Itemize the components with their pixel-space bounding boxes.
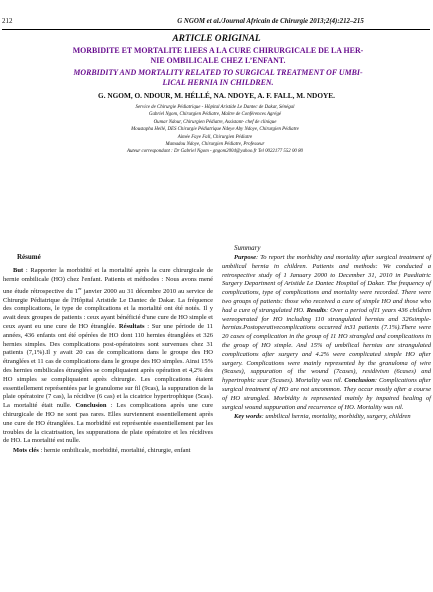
affiliations bbox=[70, 104, 360, 156]
affiliation-line: Mamadou Ndoye, Chirurgien Pédiatre, Professeur bbox=[165, 142, 265, 148]
summary-purpose-text: : To report the morbidity and mortality after surgical treatment of umbilical hernia in children. Patients and methods: We conducted a retrospective study of 1 January 2000 to December 31, 2010 in Paediatric Surgery Department of Aristide Le Dantec Hospital of Dakar. The frequency of complications, type of complications and mortality were recorded. There were two groups of patients: those who received a cure of simple HO and those who had a cure of strangulated HO. bbox=[222, 254, 431, 314]
resume-but-superscript: er bbox=[78, 285, 82, 291]
resume-conclusion-text: : Les complications après une cure chirurgicale de HO ne sont pas rares. Elles surviennent essentiellement après une cure de HO étranglées. La morbidité est représentée essentiellement par les troubles de la cicatrisation, les suppurations de plaie opératoire et les récidives de HO. La mortalité est nulle. bbox=[3, 402, 213, 445]
summary-keywords-text: : umbilical hernia, mortality, morbidity, surgery, children bbox=[261, 413, 411, 421]
summary-purpose-label: Purpose bbox=[234, 254, 257, 261]
journal-reference: G NGOM et al./Journal Africain de Chirurgie 2013;2(4):212–215 bbox=[177, 18, 364, 25]
resume-but-text-b: janvier 2000 au 31 décembre 2010 au service de Chirurgie Pédiatrique de l'Hôpital Aristide Le Dantec de Dakar. La fréquence des complications, le type de complications et la mortalité ont été notés. Il y avait deux groupes de patients : ceux ayant bénéficié d'une cure de HO simple et ceux ayant eu une cure de HO étranglée. bbox=[3, 287, 213, 330]
affiliation-line: Oumar Ndour, Chirurgien Pédiatre, Assistant- chef de clinique bbox=[153, 119, 277, 125]
summary-results-label: Results bbox=[306, 306, 327, 314]
affiliation-line: Aimée Faye Fall, Chirurgien Pédiatre bbox=[177, 134, 253, 140]
affiliation-line: Service de Chirurgie Pédiatrique - Hôpital Aristide Le Dantec de Dakar, Sénégal bbox=[135, 105, 295, 110]
header-rule bbox=[2, 29, 430, 30]
resume-body bbox=[3, 267, 213, 446]
resume-keywords-label: Mots clés bbox=[13, 447, 39, 455]
title-french-line-1: MORBIDITE ET MORTALITE LIEES A LA CURE CHIRURGICALE DE LA HER- bbox=[72, 46, 364, 55]
resume-keywords bbox=[3, 447, 213, 456]
resume-but-text-a: : Rapporter la morbidité et la mortalité après la cure chirurgicale de hernie ombilicale (HO) chez l'enfant. Patients et méthodes : Nous avons mené une étude rétrospective du 1 bbox=[3, 267, 213, 295]
summary-column bbox=[222, 244, 431, 422]
resume-heading: Résumé bbox=[17, 253, 41, 261]
resume-keywords-text: : hernie ombilicale, morbidité, mortalité, chirurgie, enfant bbox=[38, 447, 191, 455]
resume-column bbox=[3, 253, 213, 456]
title-english bbox=[10, 68, 426, 89]
resume-conclusion-label: Conclusion bbox=[75, 402, 107, 410]
corresponding-author: Auteur correspondant : Dr Gabriel Ngom - gngom2004@yahoo.fr Tel 0022177 552 00 80 bbox=[127, 149, 303, 155]
title-french-line-2: NIE OMBILICALE CHEZ L’ENFANT. bbox=[150, 56, 286, 66]
authors: G. NGOM, O. NDOUR, M. HÉLLÉ, NA. NDOYE, A. F. FALL, M. NDOYE. bbox=[98, 91, 335, 100]
page-number: 212 bbox=[2, 17, 13, 25]
affiliation-line: Gabriel Ngom, Chirurgien Pédiatre, Maître de Conférences Agrégé bbox=[148, 112, 282, 118]
resume-but-label: But bbox=[13, 267, 24, 274]
resume-results-label: Résultats bbox=[118, 322, 145, 330]
summary-body bbox=[222, 254, 431, 412]
title-english-line-2: LICAL HERNIA IN CHILDREN. bbox=[162, 78, 274, 88]
summary-keywords-label: Key words bbox=[234, 413, 262, 421]
title-french bbox=[8, 46, 428, 67]
summary-conclusion-label: Conclusion bbox=[344, 377, 375, 385]
summary-results-text: : Over a period of11 years 436 children wereoperated for HO including 110 strangulated hernias and 326simple-hernias.Postoperativecomplications occurred in31 patients (7.1%).There were 20 cases of complication in the group of 11 HO strangled and complications in the group of HO simple. And 15% of umbilical hernias are strangulated complications after surgery and 4.2% were complicated simple HO after surgery. Complications were mainly represented by the granuloma of wire (9cases), suppuration of the wound (7cases), residivism (6cases) and hypertrophic scar (5cases). Mortality was nil. bbox=[222, 306, 432, 385]
summary-conclusion-text: : Complications after surgical treatment of HO are not uncommon. They occur mostly after a course of HO strangled. Morbidity is represented mainly by impaired healing of surgical wound suppuration and recurrence of HO. Mortality was nil. bbox=[222, 377, 432, 411]
affiliation-line: Moustapha Hellé, DES Chirurgie Pédiatrique Ndeye Aby Ndoye, Chirurgien Pédiatre bbox=[131, 127, 299, 133]
article-type: ARTICLE ORIGINAL bbox=[172, 34, 261, 44]
summary-keywords bbox=[222, 413, 431, 422]
title-english-line-1: MORBIDITY AND MORTALITY RELATED TO SURGICAL TREATMENT OF UMBI- bbox=[73, 68, 363, 77]
summary-heading: Summary bbox=[234, 244, 261, 252]
resume-results-text: : Sur une période de 11 années, 436 enfants ont été opérées de HO dont 110 hernies étranglées et 326 hernies simples. Des complications post-opératoires sont survenues chez 31 patients (7,1%).Il y avait 20 cas de complications dans le groupe des HO étranglées et 11 cas de complications dans le groupe des HO simples. Ainsi 15% des hernies ombilicales étranglées se compliquaient après opération et 4,2% des HO simples se compliquaient après chirurgie. Les complications étaient essentiellement représentées par le granulome sur fil (9cas), la suppuration de la plaie opératoire (7 cas), la récidive (6 cas) et la cicatrice hypertrophique (5cas). La mortalité était nulle. bbox=[3, 322, 214, 410]
